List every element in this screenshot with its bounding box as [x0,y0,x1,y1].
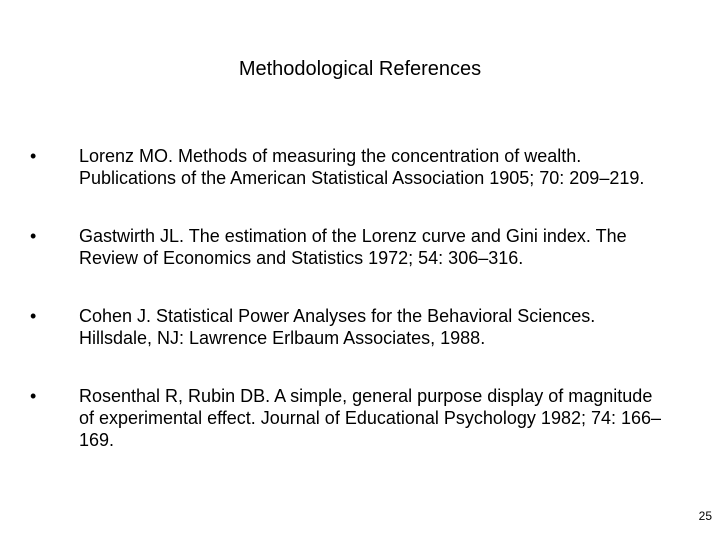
reference-text: Cohen J. Statistical Power Analyses for the Behavioral Sciences. Hillsdale, NJ: Lawrence Erlbaum Associates, 1988. [79,306,596,348]
reference-text: Lorenz MO. Methods of measuring the concentration of wealth. Publications of the American Statistical Association 1905; 70: 209–219. [79,146,645,188]
reference-list [30,145,670,451]
bullet-icon: • [30,226,37,246]
reference-item [30,305,670,349]
reference-text: Gastwirth JL. The estimation of the Lorenz curve and Gini index. The Review of Economics and Statistics 1972; 54: 306–316. [79,226,627,268]
page-number: 25 [698,509,712,523]
slide-title: Methodological References [238,58,482,80]
bullet-icon: • [30,146,37,166]
reference-item [30,385,670,451]
bullet-icon: • [30,386,37,406]
reference-item [30,145,670,189]
reference-text: Rosenthal R, Rubin DB. A simple, general purpose display of magnitude of experimental effect. Journal of Educational Psychology 1982; 74: 166–169. [79,386,662,450]
bullet-icon: • [30,306,37,326]
reference-item [30,225,670,269]
